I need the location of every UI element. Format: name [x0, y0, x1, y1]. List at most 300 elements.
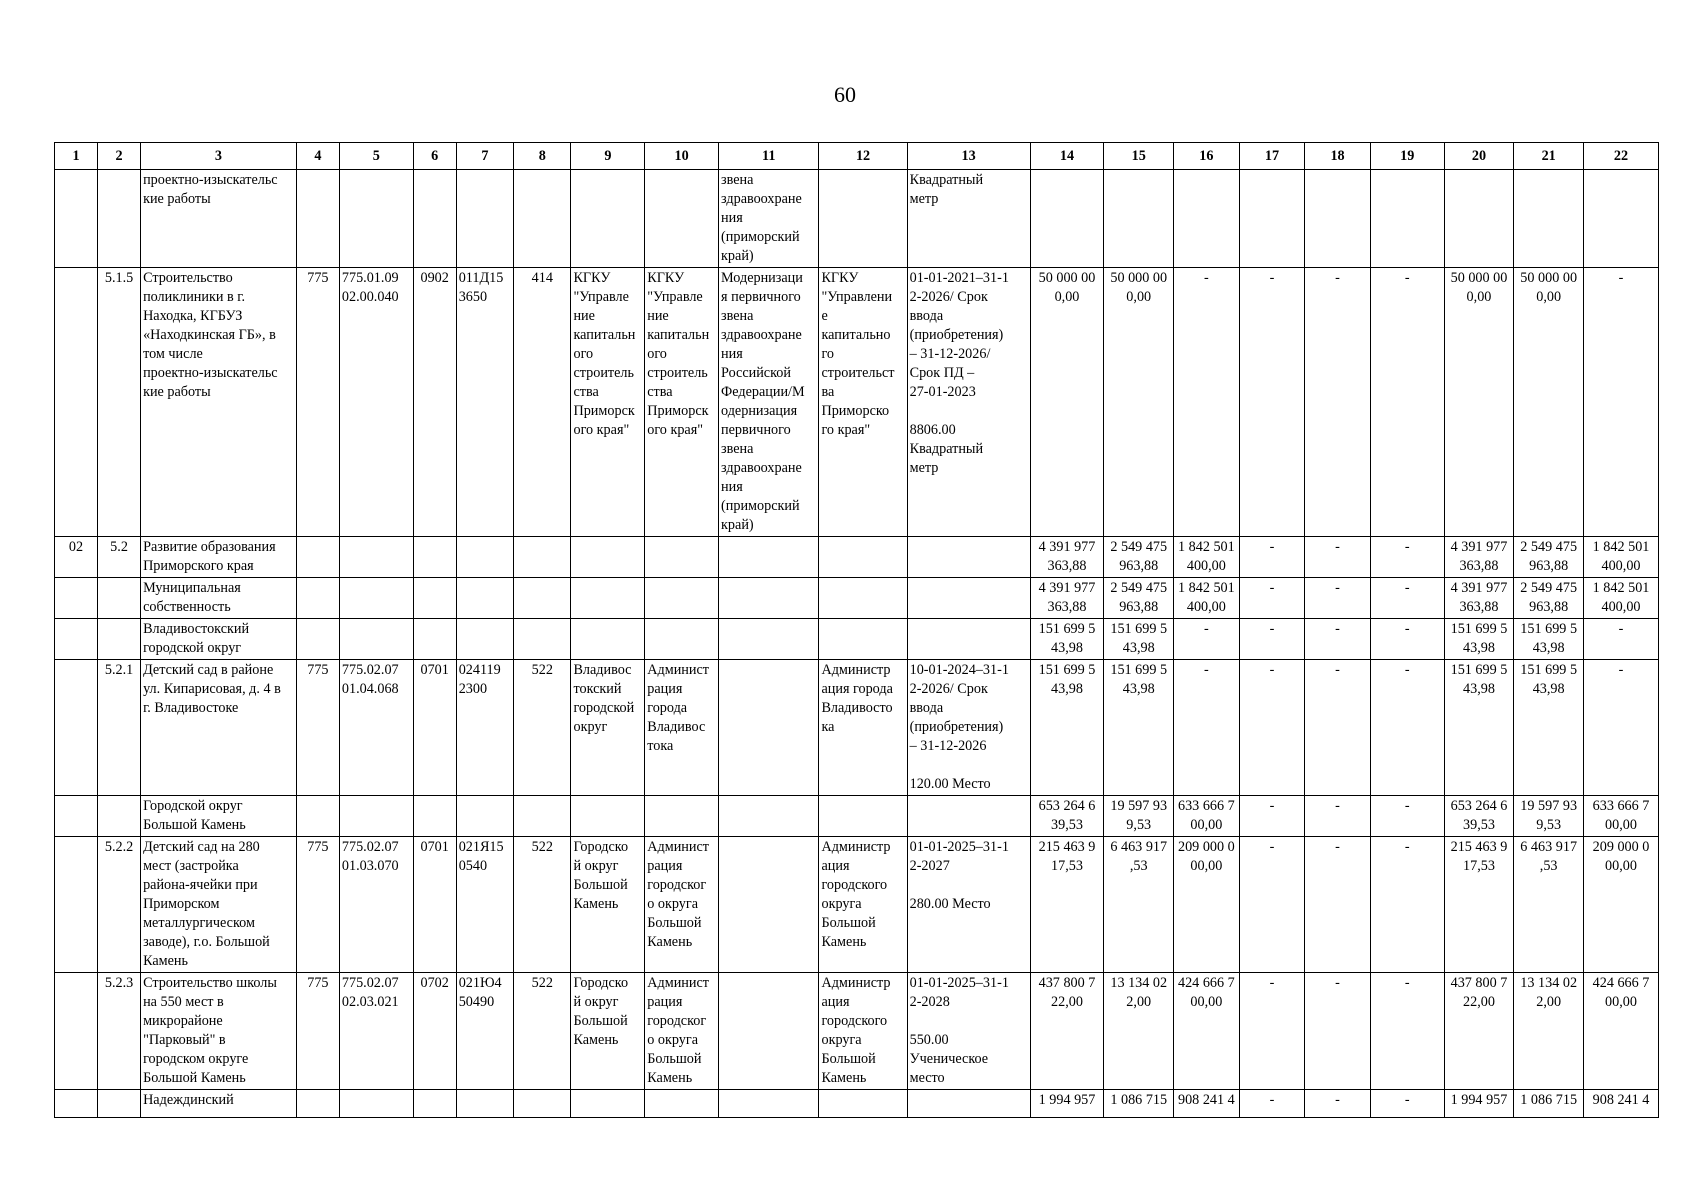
cell-text: 6 463 917 ,53: [1110, 839, 1168, 874]
table-cell: [819, 619, 907, 660]
cell-text: -: [1269, 798, 1275, 814]
table-cell: [1174, 619, 1240, 660]
table-cell: [645, 537, 719, 578]
table-cell: [1584, 578, 1659, 619]
cell-text: КГКУ "Управлени е капитально го строительст ва Приморско го края": [821, 270, 895, 438]
table-cell: [1514, 268, 1584, 537]
table-cell: [1030, 796, 1104, 837]
cell-text: -: [1404, 798, 1410, 814]
table-cell: [1370, 796, 1444, 837]
cell-text: 4 391 977 363,88: [1038, 539, 1096, 574]
cell-text: 0701: [420, 839, 449, 855]
cell-text: Админист рация города Владивос тока: [647, 662, 709, 754]
table-cell: [1444, 837, 1514, 973]
table-cell: [55, 837, 98, 973]
table-cell: [1370, 837, 1444, 973]
table-row: [55, 837, 1659, 973]
column-header: 6: [413, 143, 456, 170]
table-cell: [456, 660, 513, 796]
table-cell: [1370, 170, 1444, 268]
table-cell: [819, 660, 907, 796]
table-cell: [141, 973, 297, 1090]
cell-text: -: [1404, 270, 1410, 286]
column-header: 21: [1514, 143, 1584, 170]
cell-text: 775.01.09 02.00.040: [341, 270, 399, 305]
table-cell: [719, 796, 819, 837]
table-cell: [1514, 537, 1584, 578]
table-cell: [719, 973, 819, 1090]
table-cell: [141, 796, 297, 837]
cell-text: Городско й округ Большой Камень: [573, 839, 629, 912]
table-cell: [1104, 619, 1174, 660]
table-cell: [645, 268, 719, 537]
table-cell: [456, 796, 513, 837]
cell-text: -: [1618, 621, 1624, 637]
table-cell: [907, 796, 1030, 837]
table-cell: [1174, 578, 1240, 619]
column-header: 5: [339, 143, 413, 170]
cell-text: Админист рация городског о округа Большой Камень: [647, 975, 709, 1086]
table-cell: [819, 796, 907, 837]
table-cell: [55, 578, 98, 619]
table-cell: [456, 268, 513, 537]
table-cell: [645, 619, 719, 660]
cell-text: Строительство поликлиники в г. Находка, КГБУЗ «Находкинская ГБ», в том числе проектно-изыскательс кие работы: [143, 270, 278, 400]
cell-text: 151 699 5 43,98: [1110, 621, 1168, 656]
table-cell: [1584, 619, 1659, 660]
table-cell: [1174, 1090, 1240, 1118]
table-cell: [1444, 619, 1514, 660]
table-cell: [1104, 660, 1174, 796]
table-cell: [1305, 837, 1371, 973]
table-cell: [514, 268, 571, 537]
table-cell: [98, 619, 141, 660]
cell-text: 215 463 9 17,53: [1450, 839, 1508, 874]
column-header: 14: [1030, 143, 1104, 170]
column-header: 7: [456, 143, 513, 170]
table-cell: [819, 973, 907, 1090]
table-cell: [1174, 170, 1240, 268]
cell-text: -: [1269, 580, 1275, 596]
table-cell: [456, 973, 513, 1090]
cell-text: 775: [307, 975, 329, 991]
table-cell: [1584, 268, 1659, 537]
cell-text: Детский сад в районе ул. Кипарисовая, д. 4 в г. Владивостоке: [143, 662, 281, 716]
column-header: 17: [1239, 143, 1305, 170]
table-cell: [645, 973, 719, 1090]
table-cell: [514, 660, 571, 796]
column-header: 1: [55, 143, 98, 170]
cell-text: 2 549 475 963,88: [1520, 580, 1578, 615]
cell-text: -: [1269, 1092, 1275, 1108]
table-cell: [1514, 1090, 1584, 1118]
cell-text: 437 800 7 22,00: [1038, 975, 1096, 1010]
cell-text: 437 800 7 22,00: [1450, 975, 1508, 1010]
table-cell: [1514, 170, 1584, 268]
column-header: 2: [98, 143, 141, 170]
cell-text: -: [1618, 270, 1624, 286]
table-row: [55, 578, 1659, 619]
cell-text: -: [1203, 662, 1209, 678]
cell-text: Квадратный метр: [909, 172, 984, 207]
table-cell: [1444, 268, 1514, 537]
table-cell: [456, 578, 513, 619]
page-number: 60: [834, 82, 856, 107]
table-cell: [645, 796, 719, 837]
table-cell: [141, 537, 297, 578]
table-cell: [296, 837, 339, 973]
table-cell: [1584, 1090, 1659, 1118]
table-cell: [339, 578, 413, 619]
table-cell: [339, 619, 413, 660]
table-cell: [907, 268, 1030, 537]
table-cell: [98, 973, 141, 1090]
table-cell: [413, 170, 456, 268]
cell-text: звена здравоохране ния (приморский край): [721, 172, 802, 264]
data-table: [54, 142, 1659, 1118]
table-cell: [1174, 796, 1240, 837]
cell-text: 209 000 0 00,00: [1592, 839, 1650, 874]
cell-text: -: [1269, 839, 1275, 855]
table-cell: [1030, 1090, 1104, 1118]
cell-text: -: [1335, 662, 1340, 678]
table-cell: [339, 973, 413, 1090]
table-cell: [1444, 973, 1514, 1090]
cell-text: Администр ация города Владивосто ка: [821, 662, 893, 735]
cell-text: -: [1269, 539, 1275, 555]
table-cell: [514, 537, 571, 578]
cell-text: -: [1269, 621, 1275, 637]
table-cell: [645, 170, 719, 268]
cell-text: -: [1269, 270, 1275, 286]
table-cell: [1174, 973, 1240, 1090]
cell-text: 13 134 02 2,00: [1110, 975, 1168, 1010]
table-cell: [456, 537, 513, 578]
table-cell: [1305, 619, 1371, 660]
cell-text: 151 699 5 43,98: [1110, 662, 1168, 697]
table-cell: [1584, 973, 1659, 1090]
table-cell: [296, 796, 339, 837]
cell-text: 151 699 5 43,98: [1038, 662, 1096, 697]
table-cell: [141, 619, 297, 660]
cell-text: 4 391 977 363,88: [1450, 539, 1508, 574]
cell-text: Городско й округ Большой Камень: [573, 975, 629, 1048]
table-cell: [296, 660, 339, 796]
table-row: [55, 537, 1659, 578]
cell-text: 021Ю4 50490: [458, 975, 502, 1010]
table-cell: [571, 796, 645, 837]
table-cell: [571, 537, 645, 578]
cell-text: 522: [531, 975, 553, 991]
cell-text: 633 666 7 00,00: [1592, 798, 1650, 833]
table-cell: [296, 619, 339, 660]
cell-text: 522: [531, 662, 553, 678]
table-cell: [571, 619, 645, 660]
column-header: 22: [1584, 143, 1659, 170]
table-cell: [1370, 537, 1444, 578]
table-cell: [1305, 1090, 1371, 1118]
table-cell: [645, 1090, 719, 1118]
table-cell: [55, 619, 98, 660]
table-cell: [1444, 578, 1514, 619]
table-cell: [1514, 796, 1584, 837]
cell-text: 1 842 501 400,00: [1592, 539, 1650, 574]
table-cell: [1514, 578, 1584, 619]
table-cell: [1030, 660, 1104, 796]
cell-text: Админист рация городског о округа Большой Камень: [647, 839, 709, 950]
table-cell: [719, 837, 819, 973]
table-cell: [1305, 973, 1371, 1090]
cell-text: -: [1335, 580, 1340, 596]
table-cell: [413, 660, 456, 796]
cell-text: КГКУ "Управле ние капитальн ого строитель ства Приморск ого края": [647, 270, 710, 438]
table-cell: [571, 170, 645, 268]
table-cell: [514, 1090, 571, 1118]
table-cell: [141, 578, 297, 619]
cell-text: 5.2.2: [104, 839, 134, 855]
cell-text: 50 000 00 0,00: [1450, 270, 1508, 305]
column-header: 18: [1305, 143, 1371, 170]
table-cell: [719, 170, 819, 268]
cell-text: -: [1404, 975, 1410, 991]
cell-text: 1 842 501 400,00: [1177, 580, 1235, 615]
cell-text: -: [1269, 975, 1275, 991]
table-cell: [907, 973, 1030, 1090]
cell-text: 5.2.3: [104, 975, 134, 991]
table-cell: [514, 170, 571, 268]
table-cell: [514, 973, 571, 1090]
table-cell: [1370, 578, 1444, 619]
cell-text: 4 391 977 363,88: [1038, 580, 1096, 615]
cell-text: 4 391 977 363,88: [1450, 580, 1508, 615]
cell-text: -: [1404, 1092, 1410, 1108]
column-header: 3: [141, 143, 297, 170]
table-cell: [1444, 537, 1514, 578]
cell-text: 775: [307, 839, 329, 855]
table-row: [55, 170, 1659, 268]
cell-text: -: [1404, 539, 1410, 555]
table-cell: [1104, 973, 1174, 1090]
table-cell: [719, 619, 819, 660]
table-cell: [571, 660, 645, 796]
table-cell: [1174, 660, 1240, 796]
cell-text: 0702: [420, 975, 449, 991]
cell-text: 633 666 7 00,00: [1177, 798, 1235, 833]
cell-text: 6 463 917 ,53: [1520, 839, 1578, 874]
table-cell: [98, 1090, 141, 1118]
cell-text: 50 000 00 0,00: [1520, 270, 1578, 305]
column-header: 12: [819, 143, 907, 170]
table-cell: [907, 619, 1030, 660]
cell-text: 151 699 5 43,98: [1520, 662, 1578, 697]
cell-text: -: [1269, 662, 1275, 678]
table-cell: [413, 973, 456, 1090]
cell-text: 01-01-2025–31-1 2-2027 280.00 Место: [909, 839, 1009, 912]
cell-text: 775: [307, 270, 329, 286]
table-cell: [1239, 660, 1305, 796]
cell-text: 908 241 4: [1592, 1092, 1650, 1108]
table-cell: [141, 837, 297, 973]
table-cell: [719, 660, 819, 796]
cell-text: 01-01-2021–31-1 2-2026/ Срок ввода (приобретения) – 31-12-2026/ Срок ПД – 27-01-2023 8806.00 Квадратный метр: [909, 270, 1009, 476]
cell-text: 775.02.07 02.03.021: [341, 975, 399, 1010]
cell-text: 13 134 02 2,00: [1520, 975, 1578, 1010]
table-cell: [413, 268, 456, 537]
table-cell: [571, 973, 645, 1090]
table-row: [55, 660, 1659, 796]
table-cell: [456, 619, 513, 660]
table-cell: [296, 973, 339, 1090]
table-cell: [1239, 796, 1305, 837]
cell-text: Городской округ Большой Камень: [143, 798, 246, 833]
table-cell: [55, 170, 98, 268]
cell-text: Строительство школы на 550 мест в микрорайоне "Парковый" в городском округе Большой Камень: [143, 975, 277, 1086]
table-cell: [1370, 660, 1444, 796]
table-cell: [819, 537, 907, 578]
table-cell: [141, 1090, 297, 1118]
table-cell: [456, 170, 513, 268]
table-cell: [98, 537, 141, 578]
table-cell: [1030, 170, 1104, 268]
table-cell: [1584, 796, 1659, 837]
column-header: 9: [571, 143, 645, 170]
table-cell: [1370, 973, 1444, 1090]
cell-text: 1 086 715: [1110, 1092, 1168, 1108]
table-cell: [296, 268, 339, 537]
column-header: 19: [1370, 143, 1444, 170]
cell-text: 011Д15 3650: [458, 270, 504, 305]
table-cell: [339, 1090, 413, 1118]
column-header: 15: [1104, 143, 1174, 170]
table-cell: [1305, 578, 1371, 619]
cell-text: 775.02.07 01.03.070: [341, 839, 399, 874]
cell-text: Детский сад на 280 мест (застройка района-ячейки при Приморском металлургическом заводе), г.о. Большой Камень: [143, 839, 270, 969]
cell-text: Администр ация городского округа Большой Камень: [821, 975, 891, 1086]
table-cell: [296, 1090, 339, 1118]
cell-text: 653 264 6 39,53: [1038, 798, 1096, 833]
table-cell: [1030, 973, 1104, 1090]
cell-text: 19 597 93 9,53: [1110, 798, 1168, 833]
cell-text: 522: [531, 839, 553, 855]
table-cell: [1239, 1090, 1305, 1118]
table-cell: [55, 973, 98, 1090]
column-header: 4: [296, 143, 339, 170]
cell-text: 0701: [420, 662, 449, 678]
table-cell: [413, 796, 456, 837]
table-cell: [55, 537, 98, 578]
cell-text: -: [1203, 621, 1209, 637]
cell-text: 908 241 4: [1177, 1092, 1235, 1108]
table-cell: [1239, 837, 1305, 973]
table-cell: [719, 537, 819, 578]
table-cell: [339, 170, 413, 268]
cell-text: -: [1618, 662, 1624, 678]
cell-text: 414: [531, 270, 553, 286]
table-cell: [907, 837, 1030, 973]
table-cell: [719, 268, 819, 537]
table-cell: [907, 537, 1030, 578]
table-cell: [1174, 537, 1240, 578]
column-header: 10: [645, 143, 719, 170]
table-cell: [1444, 660, 1514, 796]
table-cell: [1030, 537, 1104, 578]
cell-text: КГКУ "Управле ние капитальн ого строитель ства Приморск ого края": [573, 270, 636, 438]
table-cell: [55, 268, 98, 537]
cell-text: 653 264 6 39,53: [1450, 798, 1508, 833]
cell-text: -: [1335, 839, 1340, 855]
table-cell: [413, 619, 456, 660]
table-cell: [1030, 268, 1104, 537]
column-header: 20: [1444, 143, 1514, 170]
table-cell: [296, 578, 339, 619]
cell-text: 424 666 7 00,00: [1177, 975, 1235, 1010]
table-cell: [514, 837, 571, 973]
cell-text: 5.2: [110, 539, 128, 555]
table-cell: [413, 537, 456, 578]
column-header: 8: [514, 143, 571, 170]
table-cell: [571, 837, 645, 973]
table-cell: [1444, 170, 1514, 268]
table-cell: [907, 170, 1030, 268]
table-row: [55, 619, 1659, 660]
cell-text: 50 000 00 0,00: [1038, 270, 1096, 305]
table-cell: [819, 170, 907, 268]
table-cell: [413, 1090, 456, 1118]
cell-text: 1 086 715: [1520, 1092, 1578, 1108]
table-cell: [819, 837, 907, 973]
table-cell: [456, 837, 513, 973]
table-cell: [1370, 268, 1444, 537]
table-cell: [1239, 973, 1305, 1090]
table-cell: [413, 578, 456, 619]
table-cell: [1514, 619, 1584, 660]
table-cell: [719, 578, 819, 619]
cell-text: 151 699 5 43,98: [1450, 621, 1508, 656]
table-row: [55, 973, 1659, 1090]
cell-text: 775.02.07 01.04.068: [341, 662, 399, 697]
table-cell: [645, 660, 719, 796]
table-cell: [339, 796, 413, 837]
table-cell: [1305, 268, 1371, 537]
table-cell: [1104, 537, 1174, 578]
table-cell: [339, 268, 413, 537]
table-cell: [141, 268, 297, 537]
table-cell: [1584, 170, 1659, 268]
table-cell: [98, 796, 141, 837]
cell-text: 5.1.5: [104, 270, 134, 286]
table-cell: [645, 578, 719, 619]
table-cell: [571, 268, 645, 537]
table-cell: [339, 537, 413, 578]
table-cell: [55, 1090, 98, 1118]
cell-text: -: [1335, 621, 1340, 637]
cell-text: 50 000 00 0,00: [1110, 270, 1168, 305]
table-cell: [296, 170, 339, 268]
table-cell: [1030, 619, 1104, 660]
table-cell: [98, 660, 141, 796]
cell-text: Модернизаци я первичного звена здравоохране ния Российской Федерации/М одернизация первичного звена здравоохране ния (приморский край): [721, 270, 805, 533]
cell-text: 1 842 501 400,00: [1592, 580, 1650, 615]
cell-text: 424 666 7 00,00: [1592, 975, 1650, 1010]
cell-text: Администр ация городского округа Большой Камень: [821, 839, 891, 950]
table-cell: [1104, 268, 1174, 537]
table-cell: [645, 837, 719, 973]
table-cell: [1584, 660, 1659, 796]
cell-text: 2 549 475 963,88: [1110, 539, 1168, 574]
table-cell: [98, 837, 141, 973]
table-cell: [98, 170, 141, 268]
table-cell: [1239, 619, 1305, 660]
